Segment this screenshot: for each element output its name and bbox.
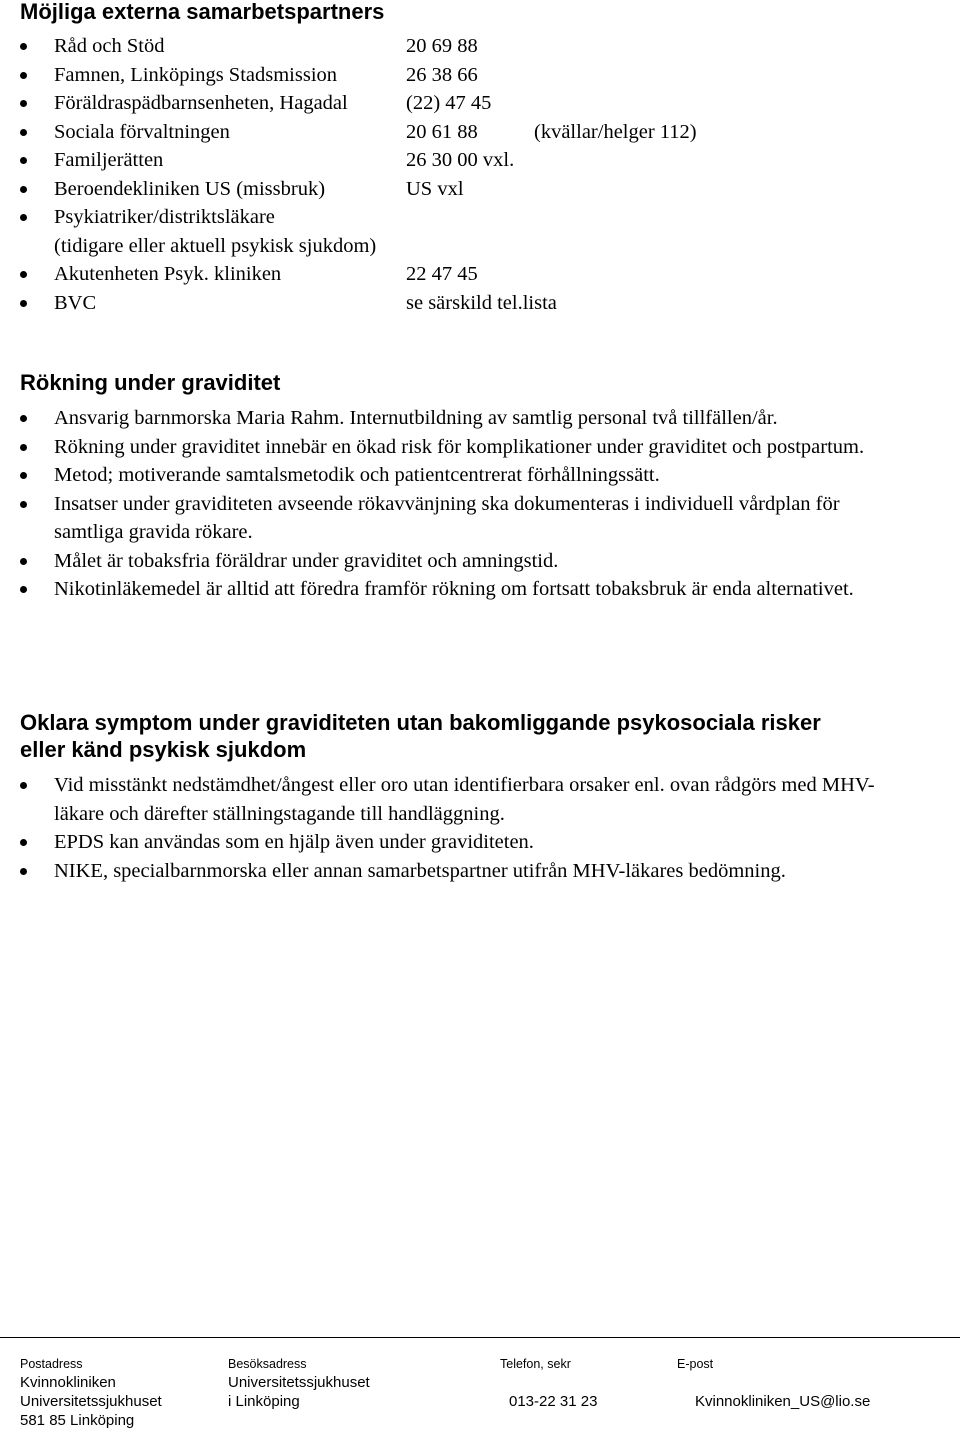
partner-name: Familjerätten — [54, 149, 164, 171]
footer-phone-label: Telefon, sekr — [500, 1357, 571, 1371]
bullet-icon — [20, 472, 27, 479]
partner-number: 26 30 00 vxl. — [406, 149, 515, 171]
list-item — [0, 175, 697, 204]
bullet-icon — [20, 782, 27, 789]
partner-name: Sociala förvaltningen — [54, 120, 230, 143]
footer-visit-line: Universitetssjukhuset — [228, 1374, 370, 1391]
symptoms-heading — [20, 709, 821, 763]
list-item-text: EPDS kan användas som en hjälp även under graviditeten. — [54, 831, 534, 853]
bullet-icon — [20, 43, 27, 50]
partner-number: se särskild tel.lista — [406, 291, 557, 314]
partner-number: 22 47 45 — [406, 263, 478, 285]
bullet-icon — [20, 100, 27, 107]
footer-visit-label: Besöksadress — [228, 1357, 307, 1371]
footer-phone-value: 013-22 31 23 — [509, 1393, 598, 1410]
list-item — [0, 547, 900, 576]
list-item-text: NIKE, specialbarnmorska eller annan samarbetspartner utifrån MHV-läkares bedömning. — [54, 859, 786, 882]
partner-name: BVC — [54, 291, 97, 314]
partner-name: Akutenheten Psyk. kliniken — [54, 263, 282, 285]
partner-number: 26 38 66 — [406, 63, 478, 86]
partner-name: Psykiatriker/distriktsläkare — [54, 206, 275, 228]
partner-extra: (kvällar/helger 112) — [534, 120, 697, 143]
bullet-icon — [20, 868, 27, 875]
footer-visit — [228, 1356, 370, 1411]
footer-phone-spacer — [500, 1373, 597, 1392]
list-item — [0, 118, 697, 147]
bullet-icon — [20, 129, 27, 136]
footer-visit-line: i Linköping — [228, 1393, 300, 1410]
list-item-text: Vid misstänkt nedstämdhet/ångest eller oro utan identifierbara orsaker enl. ovan rådgörs med MHV-läkare och därefter ställningstagande till handläggning. — [54, 774, 875, 825]
bullet-icon — [20, 271, 27, 278]
bullet-icon — [20, 501, 27, 508]
list-item — [0, 461, 900, 490]
bullet-icon — [20, 415, 27, 422]
list-item — [0, 490, 900, 547]
footer-postal-line: Universitetssjukhuset — [20, 1393, 162, 1410]
list-item-text: Rökning under graviditet innebär en ökad risk för komplikationer under graviditet och postpartum. — [54, 435, 865, 458]
bullet-icon — [20, 839, 27, 846]
bullet-icon — [20, 558, 27, 565]
footer-postal — [20, 1356, 162, 1430]
partner-number: US vxl — [406, 177, 464, 200]
footer-email-spacer — [677, 1373, 870, 1392]
smoking-list — [0, 404, 900, 604]
symptoms-heading-line: Oklara symptom under graviditeten utan bakomliggande psykosociala risker — [20, 710, 821, 735]
list-item — [0, 203, 697, 260]
list-item — [0, 32, 697, 61]
list-item — [0, 857, 900, 886]
bullet-icon — [20, 157, 27, 164]
footer-email — [677, 1356, 870, 1411]
list-item — [0, 771, 900, 828]
list-item — [0, 260, 697, 289]
list-item — [0, 828, 900, 857]
list-item — [0, 575, 900, 604]
partner-name: Råd och Stöd — [54, 35, 165, 57]
list-item — [0, 289, 697, 318]
list-item — [0, 89, 697, 118]
partner-number: 20 69 88 — [406, 35, 478, 57]
partner-name: Beroendekliniken US (missbruk) — [54, 177, 326, 200]
bullet-icon — [20, 214, 27, 221]
list-item — [0, 61, 697, 90]
list-item-text: Ansvarig barnmorska Maria Rahm. Internutbildning av samtlig personal två tillfällen/år. — [54, 407, 778, 429]
partner-number: (22) 47 45 — [406, 92, 492, 114]
footer-postal-line: Kvinnokliniken — [20, 1374, 116, 1391]
partners-heading: Möjliga externa samarbetspartners — [20, 0, 385, 24]
footer-postal-line: 581 85 Linköping — [20, 1412, 135, 1429]
bullet-icon — [20, 444, 27, 451]
list-item-text: Målet är tobaksfria föräldrar under graviditet och amningstid. — [54, 549, 559, 572]
partner-name: Föräldraspädbarnsenheten, Hagadal — [54, 92, 348, 114]
footer-email-value[interactable]: Kvinnokliniken_US@lio.se — [695, 1393, 871, 1410]
footer-divider — [0, 1337, 960, 1338]
partner-note: (tidigare eller aktuell psykisk sjukdom) — [54, 234, 377, 257]
list-item-text: Metod; motiverande samtalsmetodik och patientcentrerat förhållningssätt. — [54, 464, 660, 486]
list-item — [0, 404, 900, 433]
partner-number: 20 61 88 — [406, 120, 478, 143]
list-item-text: Insatser under graviditeten avseende rökavvänjning ska dokumenteras i individuell vårdplan för samtliga gravida rökare. — [54, 492, 840, 543]
partners-list — [0, 32, 697, 317]
list-item — [0, 146, 697, 175]
list-item-text: Nikotinläkemedel är alltid att föredra framför rökning om fortsatt tobaksbruk är enda alternativet. — [54, 578, 854, 600]
bullet-icon — [20, 586, 27, 593]
symptoms-list — [0, 771, 900, 885]
partner-name: Famnen, Linköpings Stadsmission — [54, 63, 338, 86]
footer-email-label: E-post — [677, 1357, 714, 1371]
bullet-icon — [20, 300, 27, 307]
footer-phone — [500, 1356, 597, 1411]
footer-postal-label: Postadress — [20, 1357, 83, 1371]
symptoms-heading-line: eller känd psykisk sjukdom — [20, 737, 307, 762]
bullet-icon — [20, 186, 27, 193]
bullet-icon — [20, 72, 27, 79]
smoking-heading: Rökning under graviditet — [20, 370, 281, 395]
list-item — [0, 433, 900, 462]
